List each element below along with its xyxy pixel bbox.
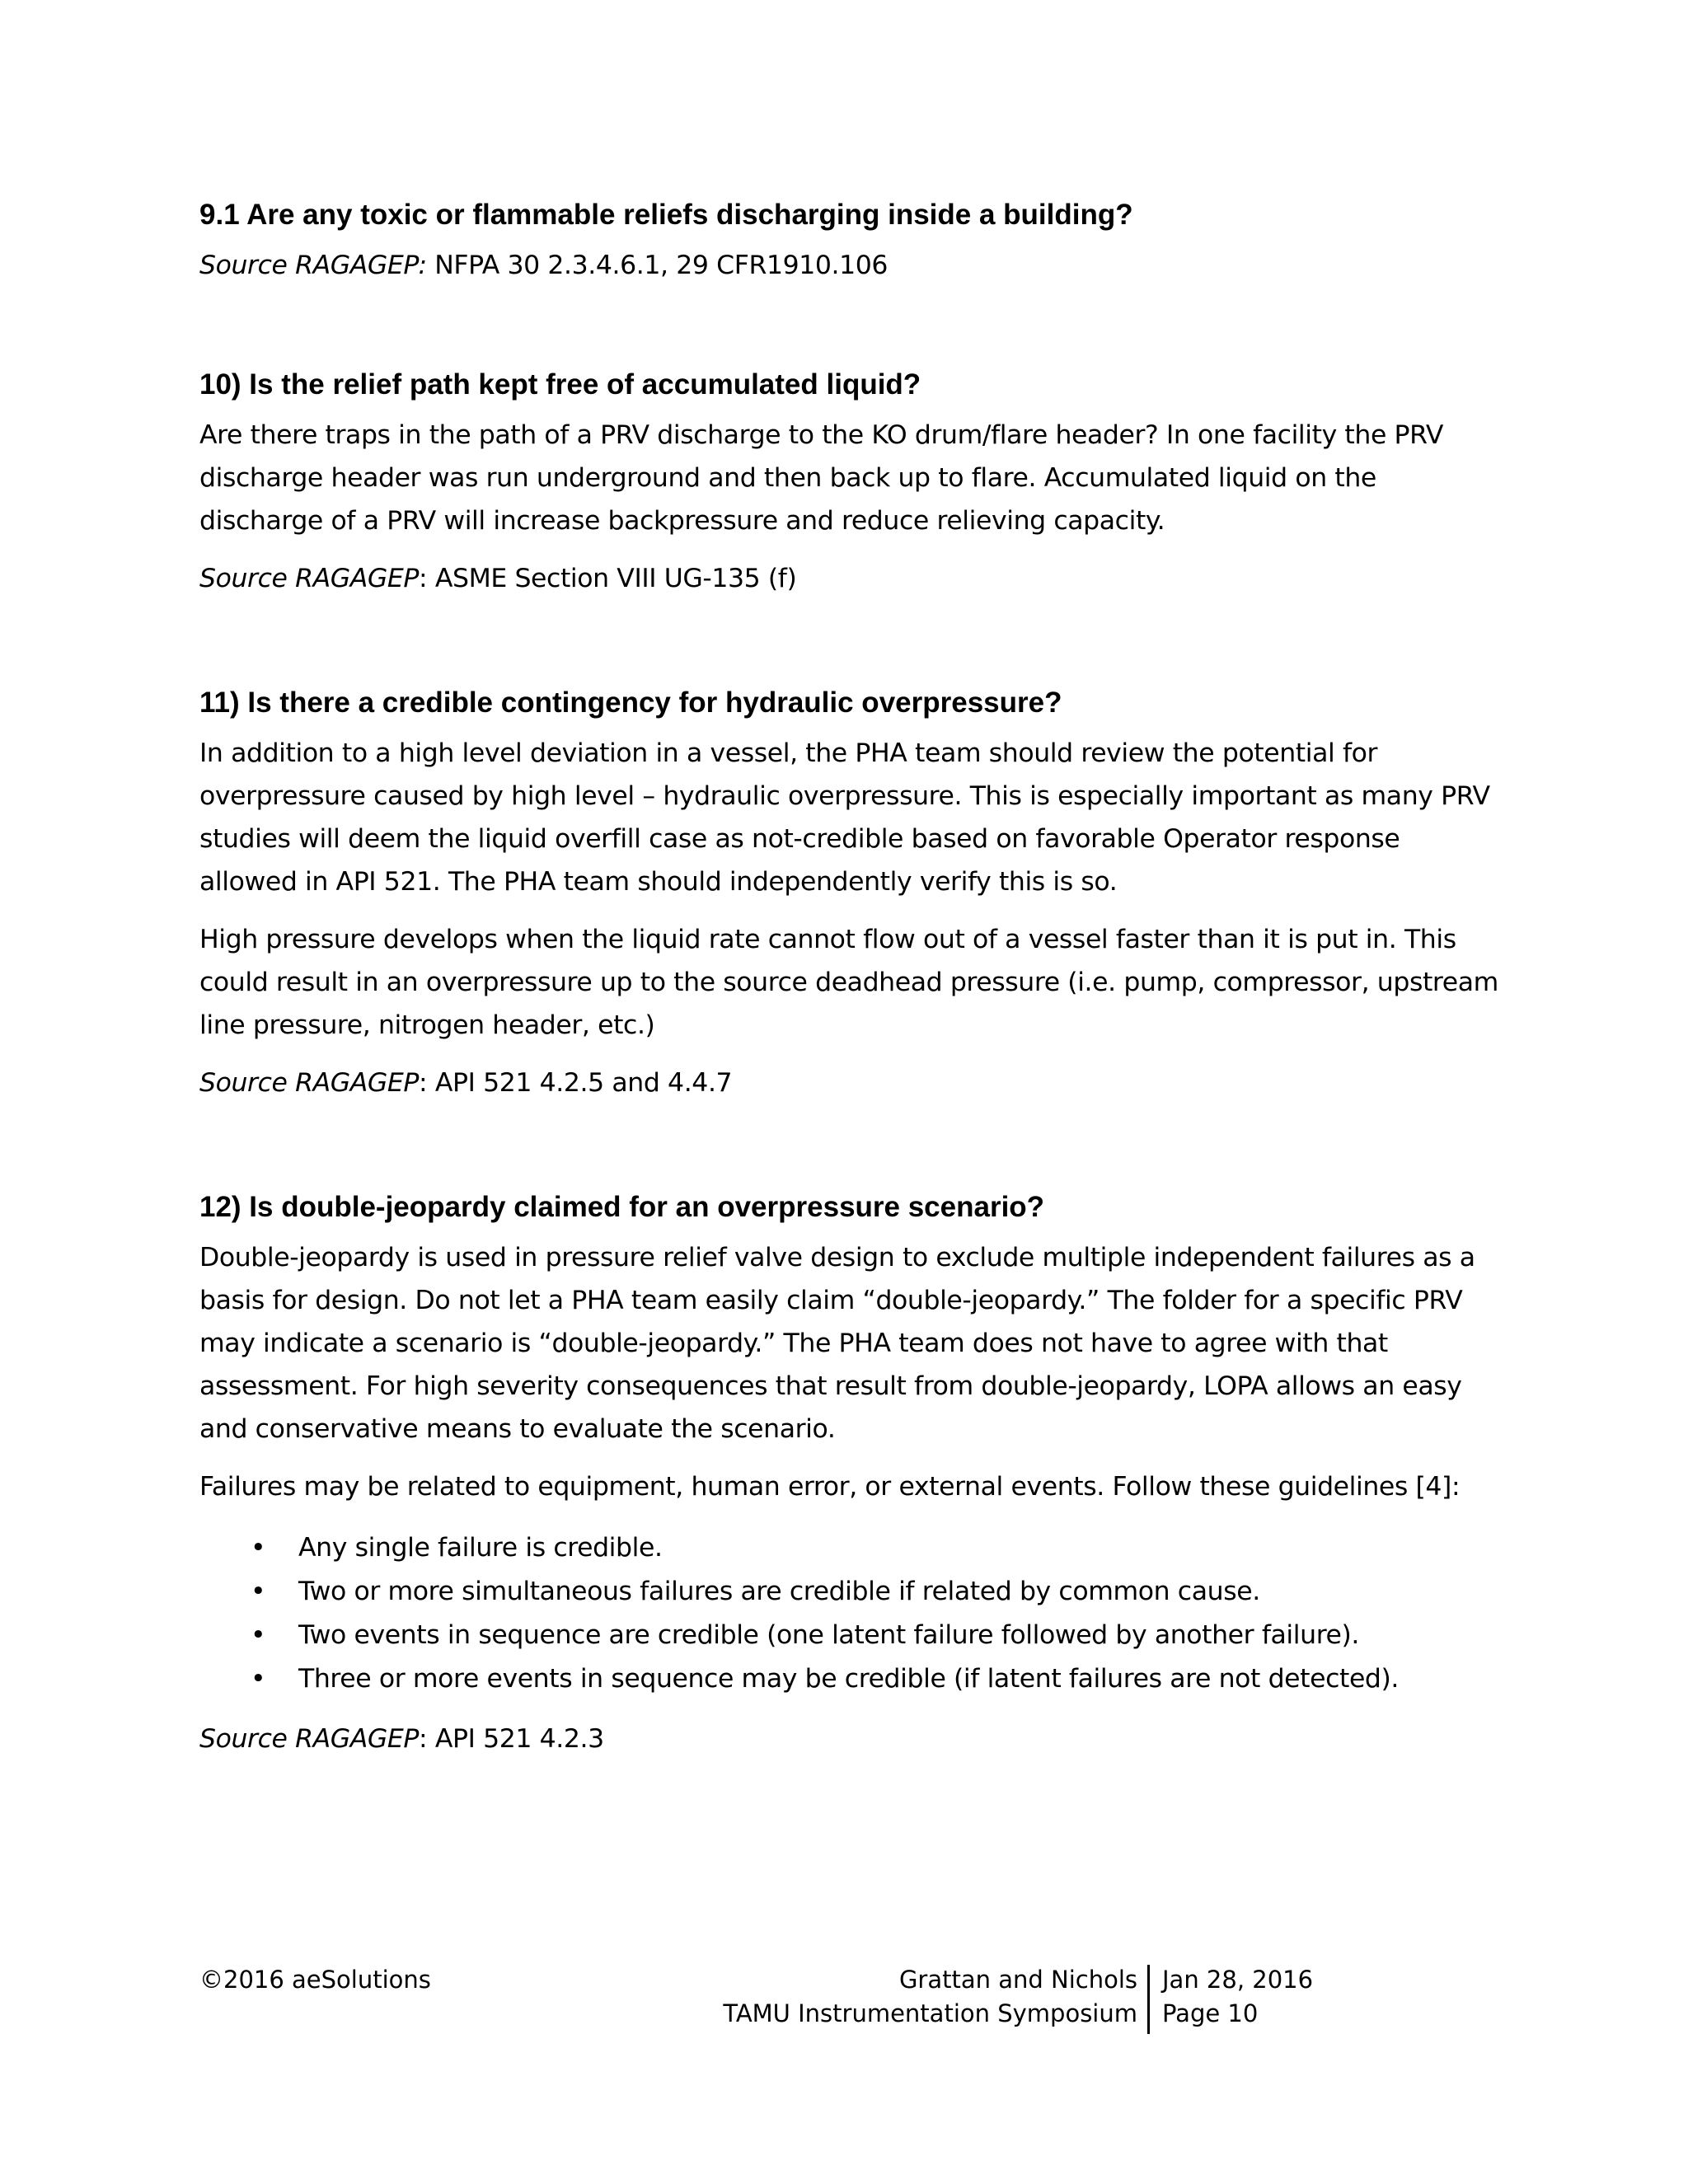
- source-line: [199, 244, 1502, 287]
- source-text: NFPA 30 2.3.4.6.1, 29 CFR1910.106: [426, 251, 889, 280]
- body-paragraph: In addition to a high level deviation in a vessel, the PHA team should review the potential for overpressure caused by high level – hydraulic overpressure. This is especially important as many PRV studies will deem the liquid overfill case as not-credible based on favorable Operator response allowed in API 521. The PHA team should independently verify this is so.: [199, 738, 1490, 897]
- body-paragraph: Double-jeopardy is used in pressure relief valve design to exclude multiple independent failures as a basis for design. Do not let a PHA team easily claim “double-jeopardy.” The folder for a specific PRV may indicate a scenario is “double-jeopardy.” The PHA team does not have to agree with that assessment. For high severity consequences that result from double-jeopardy, LOPA allows an easy and conservative means to evaluate the scenario.: [199, 1243, 1475, 1444]
- footer-date: Jan 28, 2016: [1162, 1966, 1314, 1994]
- list-item: [199, 1526, 1502, 1570]
- bullet-icon: •: [251, 1577, 266, 1606]
- source-label: Source RAGAGEP: [199, 564, 419, 593]
- body-paragraph: Failures may be related to equipment, human error, or external events. Follow these guidelines [4]:: [199, 1472, 1461, 1502]
- source-line: [199, 557, 1502, 600]
- bullet-icon: •: [251, 1533, 266, 1563]
- source-label: Source RAGAGEP: [199, 1724, 419, 1754]
- list-item: [199, 1570, 1502, 1614]
- source-label: Source RAGAGEP:: [199, 251, 427, 280]
- footer-authors-block: [709, 1963, 1137, 2031]
- list-item: [199, 1657, 1502, 1701]
- footer-event: TAMU Instrumentation Symposium: [723, 1999, 1137, 2027]
- footer-page-number: Page 10: [1162, 1999, 1259, 2027]
- bullet-icon: •: [251, 1620, 266, 1650]
- section-heading: 10) Is the relief path kept free of accumulated liquid?: [199, 368, 921, 401]
- list-item-text: Two events in sequence are credible (one latent failure followed by another failure).: [298, 1620, 1360, 1650]
- section-11: [199, 684, 1502, 1104]
- list-item-text: Two or more simultaneous failures are credible if related by common cause.: [298, 1577, 1260, 1606]
- footer-divider: [1147, 1965, 1150, 2034]
- source-label: Source RAGAGEP: [199, 1068, 419, 1098]
- section-10: [199, 366, 1502, 600]
- source-text: : ASME Section VIII UG-135 (f): [419, 564, 797, 593]
- footer-date-block: [1162, 1963, 1313, 2031]
- list-item-text: Three or more events in sequence may be credible (if latent failures are not detected).: [298, 1664, 1400, 1694]
- page-content: [199, 196, 1502, 1760]
- footer-authors: Grattan and Nichols: [898, 1966, 1137, 1994]
- source-text: : API 521 4.2.5 and 4.4.7: [419, 1068, 733, 1098]
- guidelines-list: [199, 1526, 1502, 1701]
- section-9-1: [199, 196, 1502, 287]
- source-text: : API 521 4.2.3: [419, 1724, 604, 1754]
- body-paragraph: High pressure develops when the liquid rate cannot flow out of a vessel faster than it is put in. This could result in an overpressure up to the source deadhead pressure (i.e. pump, compressor, upstream line pressure, nitrogen header, etc.): [199, 925, 1498, 1040]
- list-item: [199, 1614, 1502, 1657]
- list-item-text: Any single failure is credible.: [298, 1533, 663, 1563]
- source-line: [199, 1718, 1502, 1760]
- section-heading: 11) Is there a credible contingency for hydraulic overpressure?: [199, 687, 1062, 719]
- footer-copyright: ©2016 aeSolutions: [199, 1966, 431, 1994]
- body-paragraph: Are there traps in the path of a PRV discharge to the KO drum/flare header? In one facility the PRV discharge header was run underground and then back up to flare. Accumulated liquid on the discharge of a PRV will increase backpressure and reduce relieving capacity.: [199, 420, 1444, 536]
- bullet-icon: •: [251, 1664, 266, 1694]
- section-heading: 9.1 Are any toxic or flammable reliefs discharging inside a building?: [199, 199, 1133, 231]
- section-heading: 12) Is double-jeopardy claimed for an overpressure scenario?: [199, 1191, 1045, 1223]
- section-12: [199, 1188, 1502, 1760]
- source-line: [199, 1062, 1502, 1104]
